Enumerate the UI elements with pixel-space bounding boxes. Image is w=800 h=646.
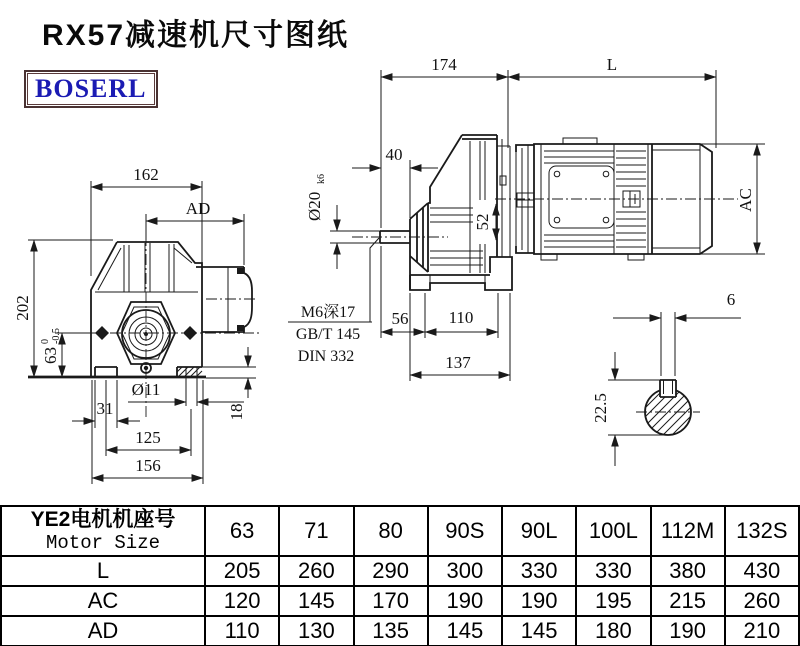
dim-156: 156: [135, 456, 161, 475]
note-din: DIN 332: [297, 348, 355, 365]
dim-L: L: [606, 55, 618, 74]
dim-18: 18: [227, 403, 246, 421]
dim-63-tol-upper: 0: [40, 339, 51, 344]
table-cell: 120: [205, 586, 279, 616]
table-cell: 195: [576, 586, 650, 616]
shaft-cross-section: [568, 290, 758, 466]
dim-63: 63: [41, 347, 60, 364]
dim-63-tol-lower: -0.5: [51, 328, 62, 344]
table-cell: 135: [354, 616, 428, 646]
front-view-dimensions: [13, 165, 256, 484]
table-cell: 215: [651, 586, 725, 616]
header-motor-size: [1, 506, 205, 556]
row-label: AC: [1, 586, 205, 616]
dim-162: 162: [133, 165, 159, 184]
table-cell: 130: [279, 616, 353, 646]
table-header-row: [1, 506, 799, 556]
table-row-AD: [1, 616, 799, 646]
dim-110: 110: [448, 308, 474, 327]
table-cell: 145: [502, 616, 576, 646]
table-cell: 380: [651, 556, 725, 586]
motor-dimension-table: [0, 505, 800, 646]
dim-52: 52: [473, 213, 492, 231]
table-cell: 170: [354, 586, 428, 616]
col-header: 90L: [502, 506, 576, 556]
col-header: 71: [279, 506, 353, 556]
table-row-AC: [1, 586, 799, 616]
col-header: 132S: [725, 506, 799, 556]
table-cell: 210: [725, 616, 799, 646]
boserl-logo: [24, 70, 158, 108]
dim-31: 31: [96, 399, 114, 418]
table-cell: 330: [576, 556, 650, 586]
side-view-dimensions: [288, 55, 765, 381]
bolt-icon: [183, 326, 197, 340]
table-row-L: [1, 556, 799, 586]
col-header: 80: [354, 506, 428, 556]
dim-56: 56: [391, 309, 409, 328]
note-thread: M6深17: [300, 304, 356, 321]
terminal-box: [196, 267, 258, 332]
dim-22-5: 22.5: [591, 393, 610, 423]
header-motor-size-en: Motor Size: [45, 532, 161, 554]
row-label: AD: [1, 616, 205, 646]
dim-AC: AC: [736, 188, 755, 212]
header-motor-size-cjk: YE2电机机座号: [30, 508, 176, 531]
dim-6: 6: [726, 290, 736, 309]
note-gbt: GB/T 145: [295, 326, 361, 343]
table-cell: 260: [725, 586, 799, 616]
col-header: 100L: [576, 506, 650, 556]
dim-O11: Ø11: [131, 380, 161, 399]
col-header: 90S: [428, 506, 502, 556]
table-cell: 180: [576, 616, 650, 646]
table-cell: 290: [354, 556, 428, 586]
table-cell: 300: [428, 556, 502, 586]
table-cell: 145: [428, 616, 502, 646]
table-cell: 190: [428, 586, 502, 616]
dim-40: 40: [385, 145, 403, 164]
row-label: L: [1, 556, 205, 586]
dim-137: 137: [445, 353, 471, 372]
col-header: 112M: [651, 506, 725, 556]
table-cell: 110: [205, 616, 279, 646]
table-cell: 330: [502, 556, 576, 586]
boserl-logo-text: BOSERL: [35, 74, 147, 103]
col-header: 63: [205, 506, 279, 556]
table-cell: 205: [205, 556, 279, 586]
table-cell: 145: [279, 586, 353, 616]
bolt-icon: [95, 326, 109, 340]
table-cell: 430: [725, 556, 799, 586]
dim-O20: Ø20: [305, 191, 324, 221]
dim-125: 125: [135, 428, 161, 447]
table-cell: 260: [279, 556, 353, 586]
dim-O20-fit: k6: [316, 174, 327, 184]
dim-AD: AD: [185, 199, 211, 218]
dim-202: 202: [13, 295, 32, 321]
table-cell: 190: [651, 616, 725, 646]
dim-174: 174: [431, 55, 457, 74]
page-title: RX57减速机尺寸图纸: [42, 19, 350, 52]
table-cell: 190: [502, 586, 576, 616]
